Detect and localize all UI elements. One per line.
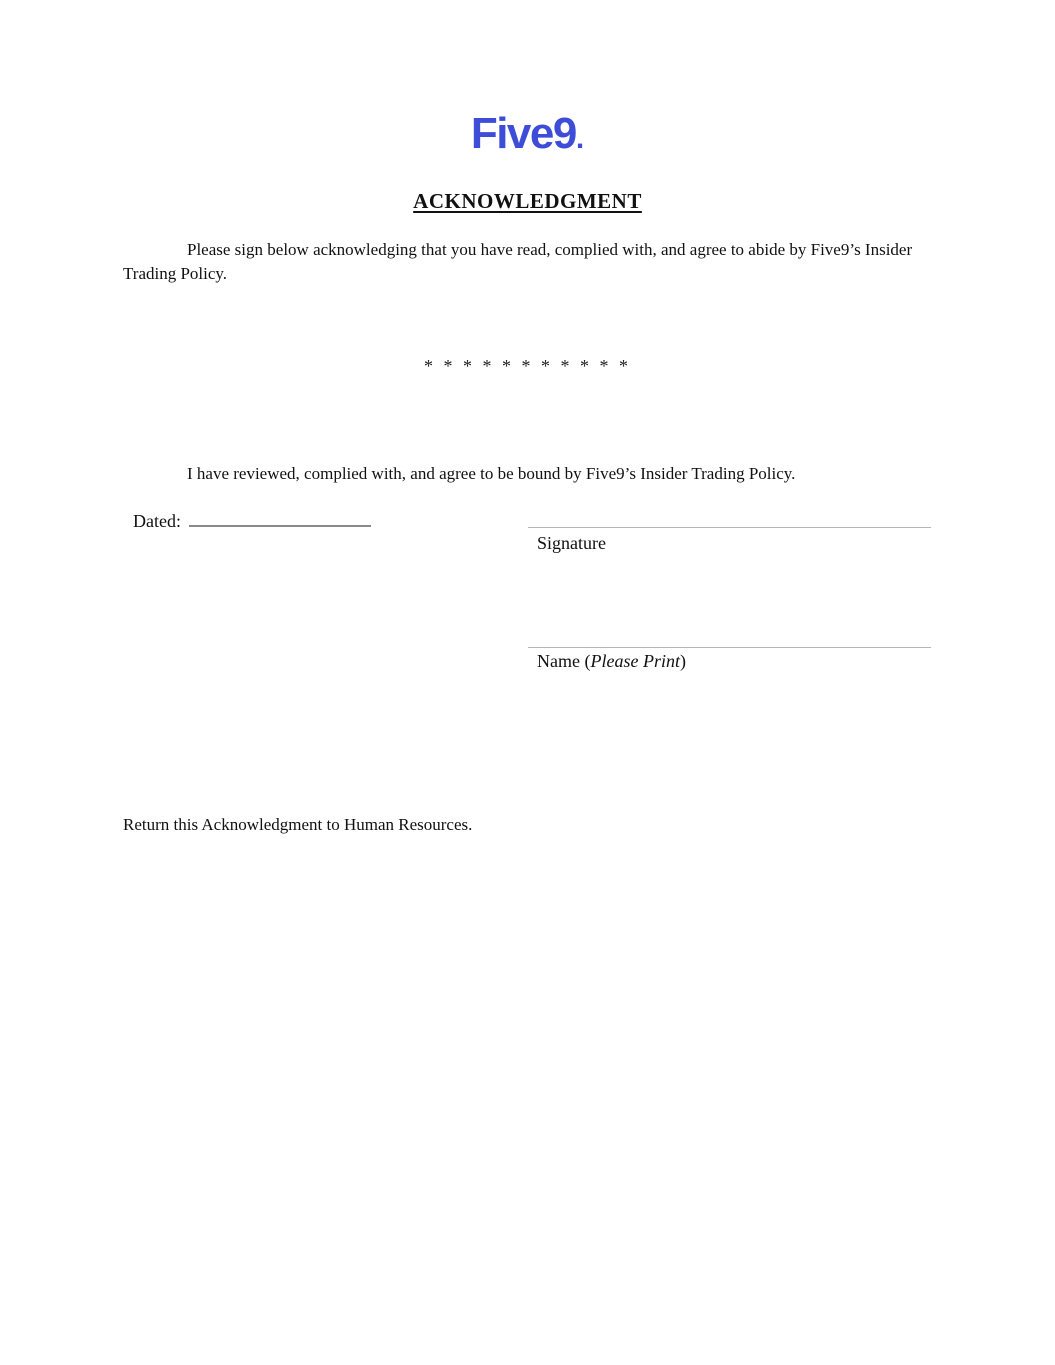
name-label-prefix: Name ( [537,651,591,671]
date-input-line[interactable] [189,507,371,527]
name-input-line[interactable] [528,647,931,648]
signature-label: Signature [537,533,606,553]
name-label-suffix: ) [679,651,686,671]
signature-input-line[interactable] [528,527,931,528]
name-label-please-print: Please Print [590,651,680,671]
name-label [537,651,686,672]
five9-logo-registered-dot: . [575,122,585,155]
dated-label: Dated: [133,511,181,531]
five9-logo [0,109,1055,158]
dated-field-group [133,507,371,532]
intro-paragraph: Please sign below acknowledging that you have read, complied with, and agree to abide by Five9’s Insider Trading Policy. [123,240,913,283]
asterisk-separator: * * * * * * * * * * * [424,356,631,376]
five9-logo-text: Five9 [470,109,576,158]
affirmation-text: I have reviewed, complied with, and agree to be bound by Five9’s Insider Trading Policy. [187,464,796,483]
return-instruction: Return this Acknowledgment to Human Resources. [123,815,473,834]
page-title: ACKNOWLEDGMENT [413,189,642,213]
